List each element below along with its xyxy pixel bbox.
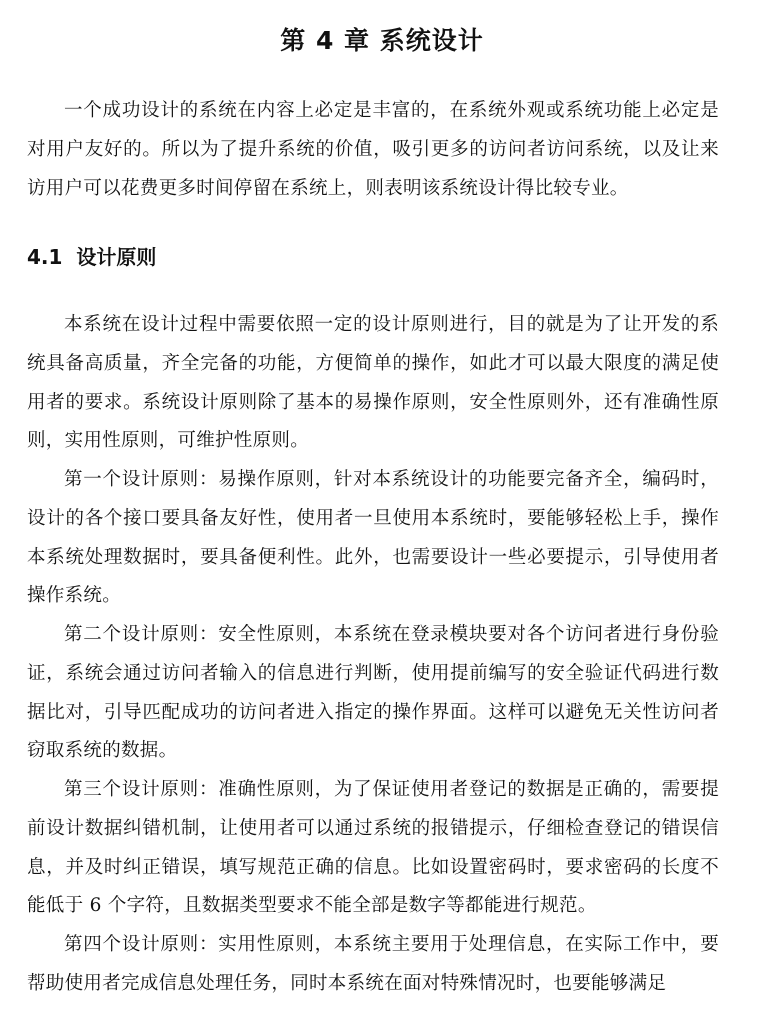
chapter-title: 第 4 章 系统设计: [280, 26, 484, 55]
body-paragraph-principle-2: 第二个设计原则：安全性原则，本系统在登录模块要对各个访问者进行身份验证，系统会通过访问者输入的信息进行判断，使用提前编写的安全验证代码进行数据比对，引导匹配成功的访问者进入指定的操作界面。这样可以避免无关性访问者窃取系统的数据。: [27, 624, 719, 762]
section-number: 4.1: [27, 245, 63, 269]
body-paragraph-overview: 本系统在设计过程中需要依照一定的设计原则进行，目的就是为了让开发的系统具备高质量，齐全完备的功能，方便简单的操作，如此才可以最大限度的满足使用者的要求。系统设计原则除了基本的易操作原则，安全性原则外，还有准确性原则，实用性原则，可维护性原则。: [27, 314, 719, 452]
section-title: 设计原则: [76, 245, 157, 269]
intro-paragraph: 一个成功设计的系统在内容上必定是丰富的，在系统外观或系统功能上必定是对用户友好的。所以为了提升系统的价值，吸引更多的访问者访问系统，以及让来访用户可以花费更多时间停留在系统上，则表明该系统设计得比较专业。: [27, 100, 719, 199]
body-paragraph-principle-1: 第一个设计原则：易操作原则，针对本系统设计的功能要完备齐全，编码时，设计的各个接口要具备友好性，使用者一旦使用本系统时，要能够轻松上手，操作本系统处理数据时，要具备便利性。此外，也需要设计一些必要提示，引导使用者操作系统。: [27, 469, 719, 607]
body-paragraph-principle-4: 第四个设计原则：实用性原则，本系统主要用于处理信息，在实际工作中，要帮助使用者完成信息处理任务，同时本系统在面对特殊情况时，也要能够满足: [27, 934, 719, 994]
section-heading: [27, 243, 156, 271]
body-paragraph-principle-3: 第三个设计原则：准确性原则，为了保证使用者登记的数据是正确的，需要提前设计数据纠错机制，让使用者可以通过系统的报错提示，仔细检查登记的错误信息，并及时纠正错误，填写规范正确的信息。比如设置密码时，要求密码的长度不能低于 6 个字符，且数据类型要求不能全部是数字等都能进行规范。: [27, 779, 719, 917]
